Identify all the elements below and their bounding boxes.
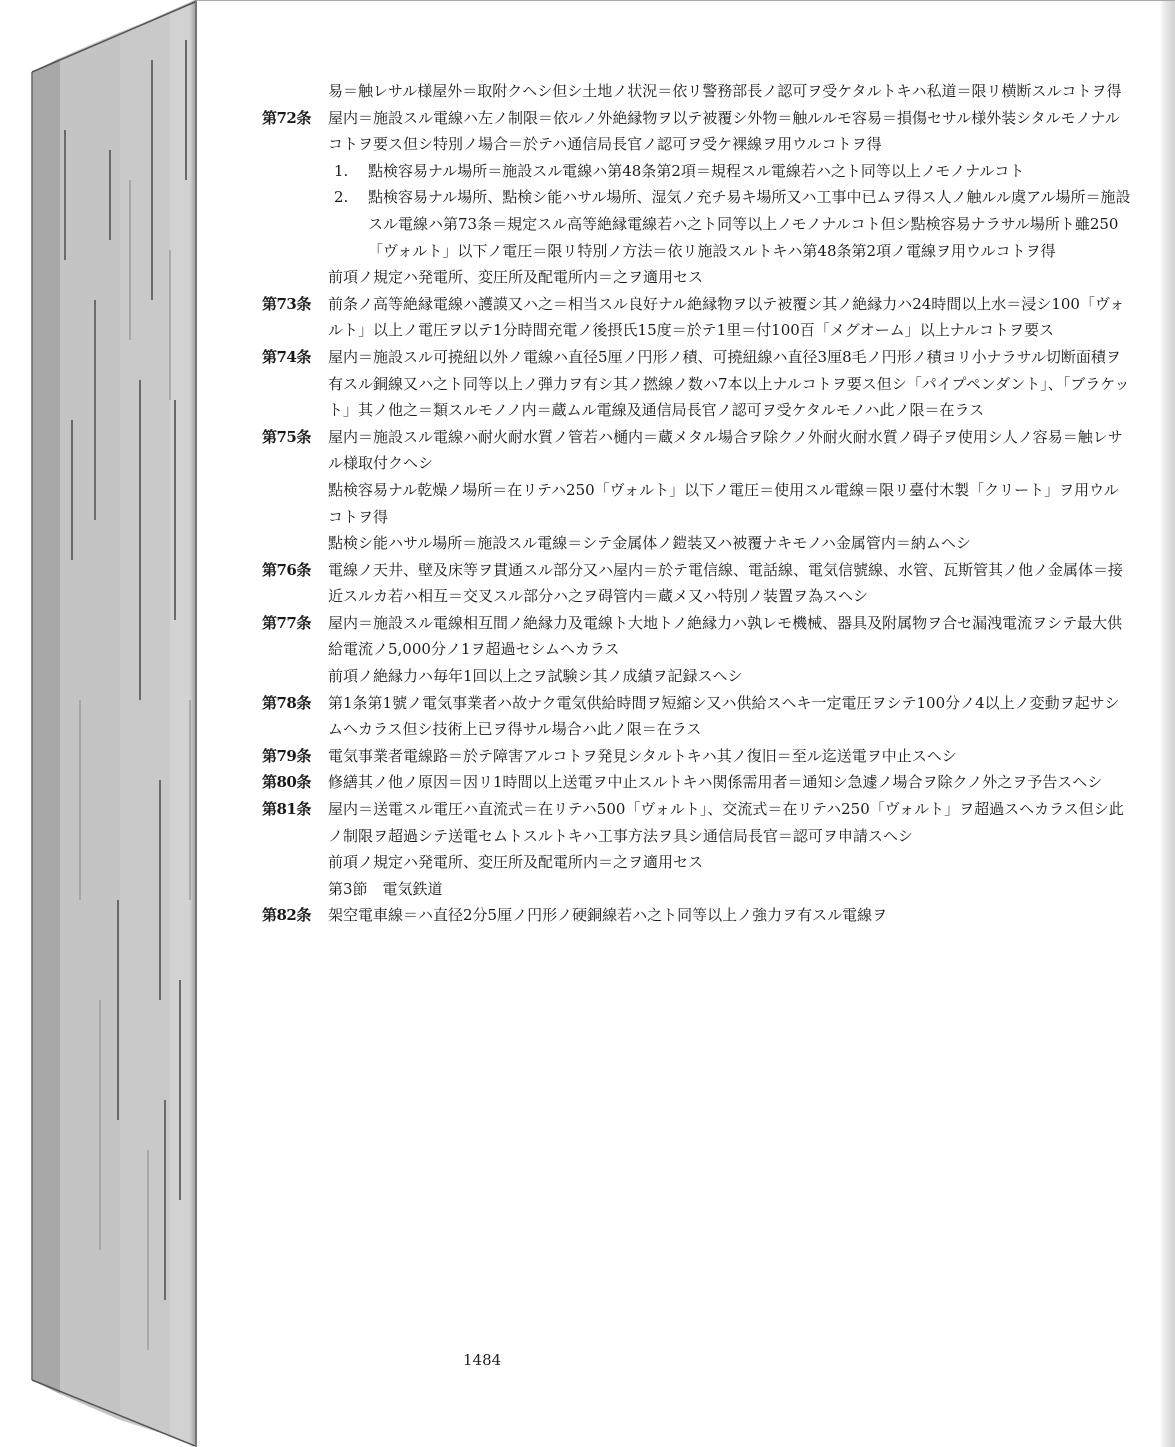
paragraph: 易＝触レサル様屋外＝取附クヘシ但シ土地ノ状況＝依リ警務部長ノ認可ヲ受ケタルトキハ私道＝限リ横断スルコトヲ得: [328, 82, 1122, 100]
article-text: 修繕其ノ他ノ原因＝因リ1時間以上送電ヲ中止スルトキハ関係需用者＝通知シ急遽ノ場合ヲ除クノ外之ヲ予告スヘシ: [328, 773, 1103, 792]
article-72: [262, 105, 1132, 158]
article-75: [262, 424, 1132, 477]
page-content: [262, 78, 1132, 929]
article-text: 屋内＝施設スル電線ハ耐火耐水質ノ管若ハ樋内＝蔵メタル場合ヲ除クノ外耐火耐水質ノ碍子ヲ使用シ人ノ容易＝触レサル様取付クヘシ: [328, 427, 1123, 473]
article-label: 第79条: [262, 746, 311, 765]
article-text: 屋内＝施設スル電線相互間ノ絶縁力及電線ト大地トノ絶縁力ハ孰レモ機械、器具及附属物ヲ合セ漏洩電流ヲシテ最大供給電流ノ5,000分ノ1ヲ超過セシムヘカラス: [328, 613, 1123, 659]
article-74: [262, 344, 1132, 424]
article-label: 第75条: [262, 427, 311, 446]
article-text: 第1条第1號ノ電気事業者ハ故ナク電気供給時間ヲ短縮シ又ハ供給スヘキ一定電圧ヲシテ100分ノ4以上ノ変動ヲ起サシムヘカラス但シ技術上已ヲ得サル場合ハ此ノ限＝在ラス: [328, 693, 1120, 739]
article-80: [262, 769, 1132, 796]
article-text: 電気事業者電線路＝於テ障害アルコトヲ発見シタルトキハ其ノ復旧＝至ル迄送電ヲ中止スヘシ: [328, 746, 957, 765]
article-text: 前条ノ高等絶縁電線ハ護謨又ハ之＝相当スル良好ナル絶縁物ヲ以テ被覆シ其ノ絶縁力ハ24時間以上水＝浸シ100「ヴォルト」以上ノ電圧ヲ以テ1分時間充電ノ後摂氏15度＝於テ1里＝付100百「メグオーム」以上ナルコトヲ要ス: [328, 294, 1125, 340]
article-text: 架空電車線＝ハ直径2分5厘ノ円形ノ硬銅線若ハ之ト同等以上ノ強力ヲ有スル電線ヲ: [328, 906, 888, 925]
article-label: 第82条: [262, 906, 311, 925]
item-number: 1.: [334, 161, 349, 180]
article-label: 第72条: [262, 108, 311, 127]
list-item: [262, 184, 1132, 264]
paragraph: 前項ノ規定ハ発電所、変圧所及配電所内＝之ヲ適用セス: [328, 853, 704, 872]
paragraph: 點検容易ナル乾燥ノ場所＝在リテハ250「ヴォルト」以下ノ電圧＝使用スル電線＝限リ臺付木製「クリート」ヲ用ウルコトヲ得: [328, 480, 1119, 526]
article-text: 屋内＝施設スル電線ハ左ノ制限＝依ルノ外絶縁物ヲ以テ被覆シ外物＝触ルルモ容易＝損傷セサル様外装シタルモノナルコトヲ要ス但シ特別ノ場合＝於テハ通信局長官ノ認可ヲ受ケ裸線ヲ用ウルコトヲ得: [328, 108, 1120, 154]
article-79: [262, 743, 1132, 770]
article-76: [262, 557, 1132, 610]
article-text: 屋内＝施設スル可撓紐以外ノ電線ハ直径5厘ノ円形ノ積、可撓紐線ハ直径3厘8毛ノ円形ノ積ヨリ小ナラサル切断面積ヲ有スル銅線又ハ之ト同等以上ノ弾力ヲ有シ其ノ撚線ノ数ハ7本以上ナルコトヲ要ス但シ「パイプペンダント」、「ブラケット」其ノ他之＝類スルモノノ内＝蔵ムル電線及通信局長官ノ認可ヲ受ケタルモノハ此ノ限＝在ラス: [328, 347, 1130, 420]
article-text: 電線ノ天井、壁及床等ヲ貫通スル部分又ハ屋内＝於テ電信線、電話線、電気信號線、水管、瓦斯管其ノ他ノ金属体＝接近スルカ若ハ相互＝交叉スル部分ハ之ヲ碍管内＝蔵メ又ハ特別ノ装置ヲ為スヘシ: [328, 560, 1124, 606]
article-73: [262, 291, 1132, 344]
page-number: 1484: [463, 1351, 502, 1369]
article-82: [262, 902, 1132, 929]
article-label: 第81条: [262, 800, 311, 819]
article-text: 屋内＝送電スル電圧ハ直流式＝在リテハ500「ヴォルト」、交流式＝在リテハ250「ヴォルト」ヲ超過スヘカラス但シ此ノ制限ヲ超過シテ送電セムトスルトキハ工事方法ヲ具シ通信局長官＝認可ヲ申請スヘシ: [328, 800, 1124, 845]
page-right-edge: [1159, 1, 1175, 1447]
item-number: 2.: [334, 188, 349, 207]
list-item: [262, 158, 1132, 185]
paragraph: 前項ノ規定ハ発電所、変圧所及配電所内＝之ヲ適用セス: [328, 268, 704, 287]
book-edge: [0, 0, 200, 1446]
article-77: [262, 610, 1132, 663]
article-label: 第78条: [262, 693, 311, 712]
article-label: 第77条: [262, 613, 311, 632]
article-78: [262, 690, 1132, 743]
paragraph: 前項ノ絶縁力ハ毎年1回以上之ヲ試験シ其ノ成績ヲ記録スヘシ: [328, 667, 743, 686]
item-text: 點検容易ナル場所、點検シ能ハサル場所、湿気ノ充チ易キ場所又ハ工事中已ムヲ得ス人ノ触ルル虞アル場所＝施設スル電線ハ第73条＝規定スル高等絶縁電線若ハ之ト同等以上ノモノナルコト但シ點検容易ナラサル場所ト雖250「ヴォルト」以下ノ電圧＝限リ特別ノ方法＝依リ施設スルトキハ第48条第2項ノ電線ヲ用ウルコトヲ得: [368, 188, 1131, 260]
article-label: 第73条: [262, 294, 311, 313]
section-heading: 第3節 電気鉄道: [328, 879, 443, 898]
article-label: 第80条: [262, 773, 311, 792]
item-text: 點検容易ナル場所＝施設スル電線ハ第48条第2項＝規程スル電線若ハ之ト同等以上ノモノナルコト: [368, 161, 1025, 180]
article-label: 第74条: [262, 347, 311, 366]
article-81: [262, 796, 1132, 849]
article-label: 第76条: [262, 560, 311, 579]
paragraph: 點検シ能ハサル場所＝施設スル電線＝シテ金属体ノ鎧装又ハ被覆ナキモノハ金属管内＝納ムヘシ: [328, 534, 971, 553]
